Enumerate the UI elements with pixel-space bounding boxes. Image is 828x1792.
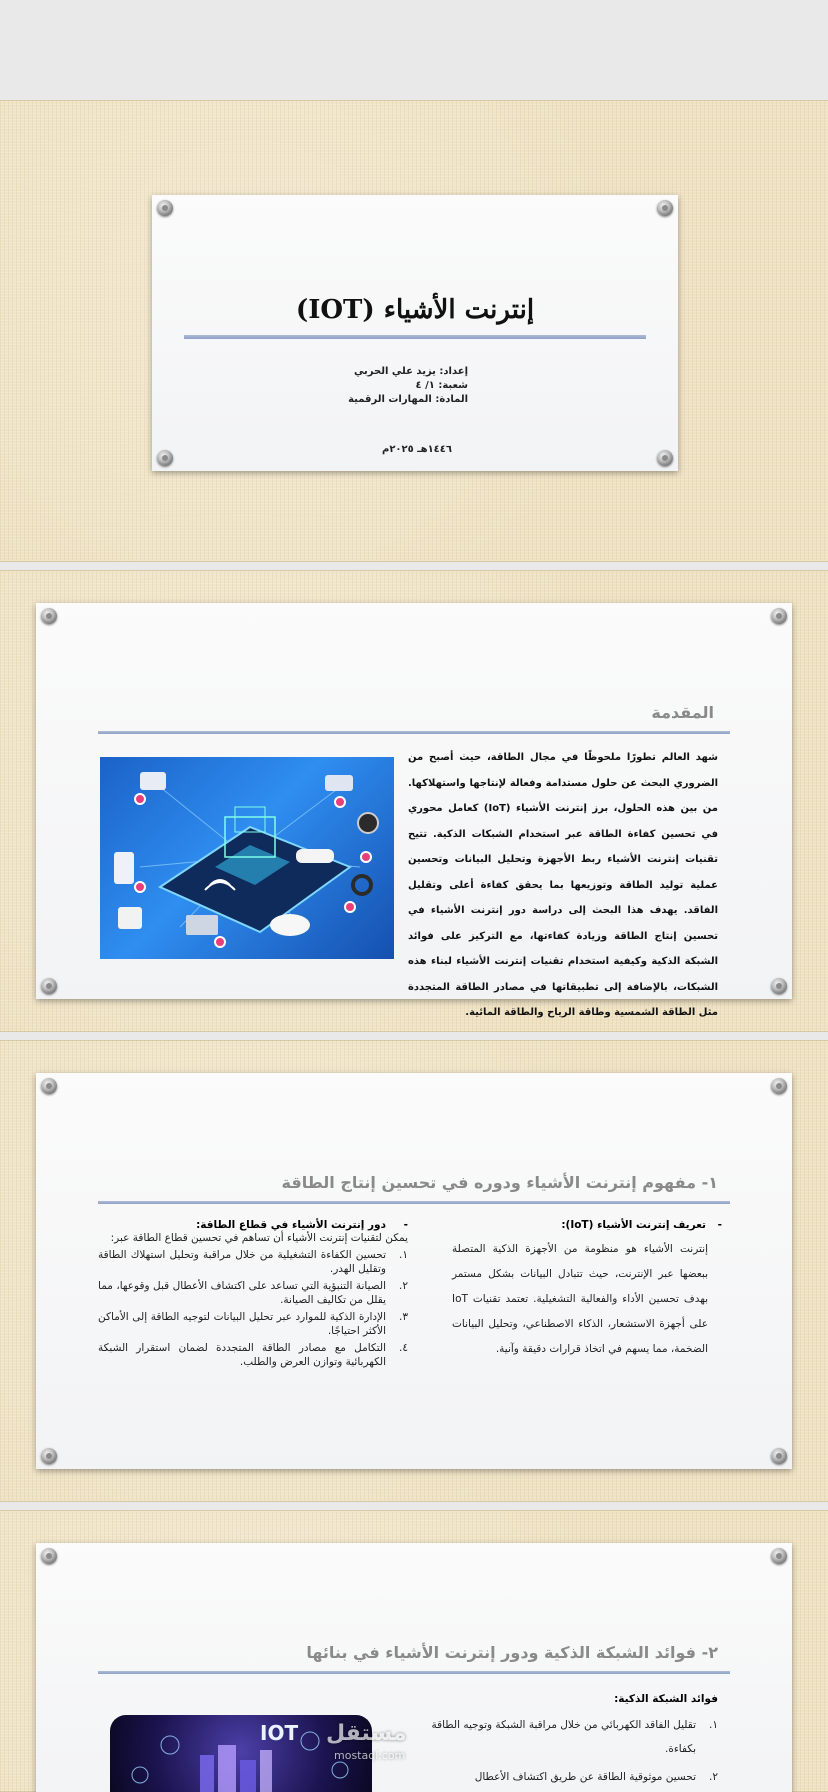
- presentation-title: إنترنت الأشياء (IOT): [295, 295, 535, 325]
- definition-title: تعريف إنترنت الأشياء (IoT):: [561, 1219, 706, 1231]
- list-number: ٣.: [399, 1311, 408, 1323]
- list-number: ١.: [709, 1719, 718, 1731]
- slide-4[interactable]: [0, 1510, 828, 1792]
- title-card: [152, 195, 678, 471]
- list-number: ٢.: [709, 1771, 718, 1783]
- role-intro: يمكن لتقنيات إنترنت الأشياء أن تساهم في تحسين قطاع الطاقة عبر:: [110, 1232, 408, 1244]
- list-number: ٤.: [399, 1342, 408, 1354]
- pin-icon: [771, 1448, 787, 1464]
- pin-icon: [657, 200, 673, 216]
- role-bullet: -: [403, 1219, 408, 1231]
- iot-illustration: [100, 757, 394, 959]
- pin-icon: [657, 450, 673, 466]
- list-item: [98, 1279, 408, 1307]
- list-text: الصيانة التنبؤية التي تساعد على اكتشاف الأعطال قبل وقوعها، مما يقلل من تكاليف الصيانة.: [98, 1280, 386, 1306]
- pin-icon: [771, 1548, 787, 1564]
- list-number: ١.: [399, 1249, 408, 1261]
- pin-icon: [41, 1448, 57, 1464]
- heading-underline: [98, 1201, 730, 1204]
- pin-icon: [771, 978, 787, 994]
- iot-image-label: IOT: [260, 1721, 299, 1745]
- presentation-date: ١٤٤٦هـ ٢٠٢٥م: [381, 444, 452, 455]
- definition-bullet: -: [717, 1219, 722, 1231]
- concept-card: [36, 1073, 792, 1469]
- slide-2[interactable]: [0, 570, 828, 1032]
- benefits-block: [418, 1693, 718, 1789]
- role-title-row: [98, 1219, 408, 1231]
- pin-icon: [771, 608, 787, 624]
- list-text: تقليل الفاقد الكهربائي من خلال مراقبة الشبكة وتوجيه الطاقة بكفاءة.: [431, 1719, 696, 1755]
- pin-icon: [41, 608, 57, 624]
- smart-grid-card: [36, 1543, 792, 1792]
- list-item: [98, 1248, 408, 1276]
- pin-icon: [157, 200, 173, 216]
- definition-block: [452, 1219, 722, 1362]
- list-item: [418, 1765, 718, 1789]
- slide-3[interactable]: [0, 1040, 828, 1502]
- intro-card: [36, 603, 792, 1018]
- list-item: [418, 1713, 718, 1761]
- heading-underline: [98, 1671, 730, 1674]
- list-item: [98, 1341, 408, 1369]
- list-item: [98, 1310, 408, 1338]
- concept-heading: ١- مفهوم إنترنت الأشياء ودوره في تحسين إنتاج الطاقة: [281, 1173, 718, 1192]
- intro-heading: المقدمة: [651, 703, 714, 722]
- list-number: ٢.: [399, 1280, 408, 1292]
- role-list: [98, 1248, 408, 1369]
- list-text: التكامل مع مصادر الطاقة المتجددة لضمان استقرار الشبكة الكهربائية وتوازن العرض والطلب.: [98, 1342, 386, 1368]
- benefits-list: [418, 1713, 718, 1789]
- prepared-by: إعداد: يزيد علي الحربي: [353, 366, 468, 377]
- watermark-en: mostaql.com: [334, 1749, 406, 1762]
- iot-devices-image: [100, 757, 394, 959]
- role-block: [98, 1219, 408, 1369]
- benefits-title: فوائد الشبكة الذكية:: [614, 1693, 718, 1705]
- pin-icon: [41, 1548, 57, 1564]
- list-text: تحسين موثوقية الطاقة عن طريق اكتشاف الأعطال: [474, 1771, 696, 1783]
- definition-title-row: [452, 1219, 722, 1231]
- smart-grid-heading: ٢- فوائد الشبكة الذكية ودور إنترنت الأشياء في بنائها: [306, 1643, 718, 1662]
- author-info: [268, 365, 468, 407]
- subject-name: المادة: المهارات الرقمية: [348, 394, 468, 405]
- intro-paragraph: شهد العالم تطورًا ملحوظًا في مجال الطاقة، حيث أصبح من الضروري البحث عن حلول مستدامة وفعالة لإنتاجها واستهلاكها. من بين هذه الحلول، برز إنترنت الأشياء (IoT) كعامل محوري في تحسين كفاءة الطاقة عبر استخدام الشبكات الذكية. تتيح تقنيات إنترنت الأشياء ربط الأجهزة وتحليل البيانات وتحسين عملية توليد الطاقة وتوزيعها بما يحقق كفاءة أعلى وتقليل الفاقد. يهدف هذا البحث إلى دراسة دور إنترنت الأشياء في تحسين إنتاج الطاقة وزيادة كفاءتها، مع التركيز على فوائد الشبكة الذكية وكيفية استخدام تقنيات إنترنت الأشياء لبناء هذه الشبكات، بالإضافة إلى تطبيقاتها في مصادر الطاقة المتجددة مثل الطاقة الشمسية وطاقة الرياح والطاقة المائية.: [408, 752, 718, 1018]
- role-title: دور إنترنت الأشياء في قطاع الطاقة:: [196, 1219, 386, 1231]
- watermark-ar: مستقل: [326, 1721, 407, 1746]
- heading-underline: [98, 731, 730, 734]
- pin-icon: [157, 450, 173, 466]
- pin-icon: [771, 1078, 787, 1094]
- list-text: الإدارة الذكية للموارد عبر تحليل البيانات لتوجيه الطاقة إلى الأماكن الأكثر احتياجًا.: [98, 1311, 386, 1337]
- slide-1[interactable]: [0, 100, 828, 562]
- definition-text: إنترنت الأشياء هو منظومة من الأجهزة الذكية المتصلة ببعضها عبر الإنترنت، حيث تتبادل البيانات بشكل مستمر بهدف تحسين الأداء والفعالية التشغيلية. تعتمد تقنيات IoT على أجهزة الاستشعار، الذكاء الاصطناعي، وتحليل البيانات الضخمة، مما يسهم في اتخاذ قرارات دقيقة وآنية.: [452, 1243, 708, 1355]
- title-underline: [184, 335, 646, 339]
- list-text: تحسين الكفاءة التشغيلية من خلال مراقبة وتحليل استهلاك الطاقة وتقليل الهدر.: [98, 1249, 386, 1275]
- pin-icon: [41, 1078, 57, 1094]
- pin-icon: [41, 978, 57, 994]
- section-number: شعبة: ١/ ٤: [415, 380, 468, 391]
